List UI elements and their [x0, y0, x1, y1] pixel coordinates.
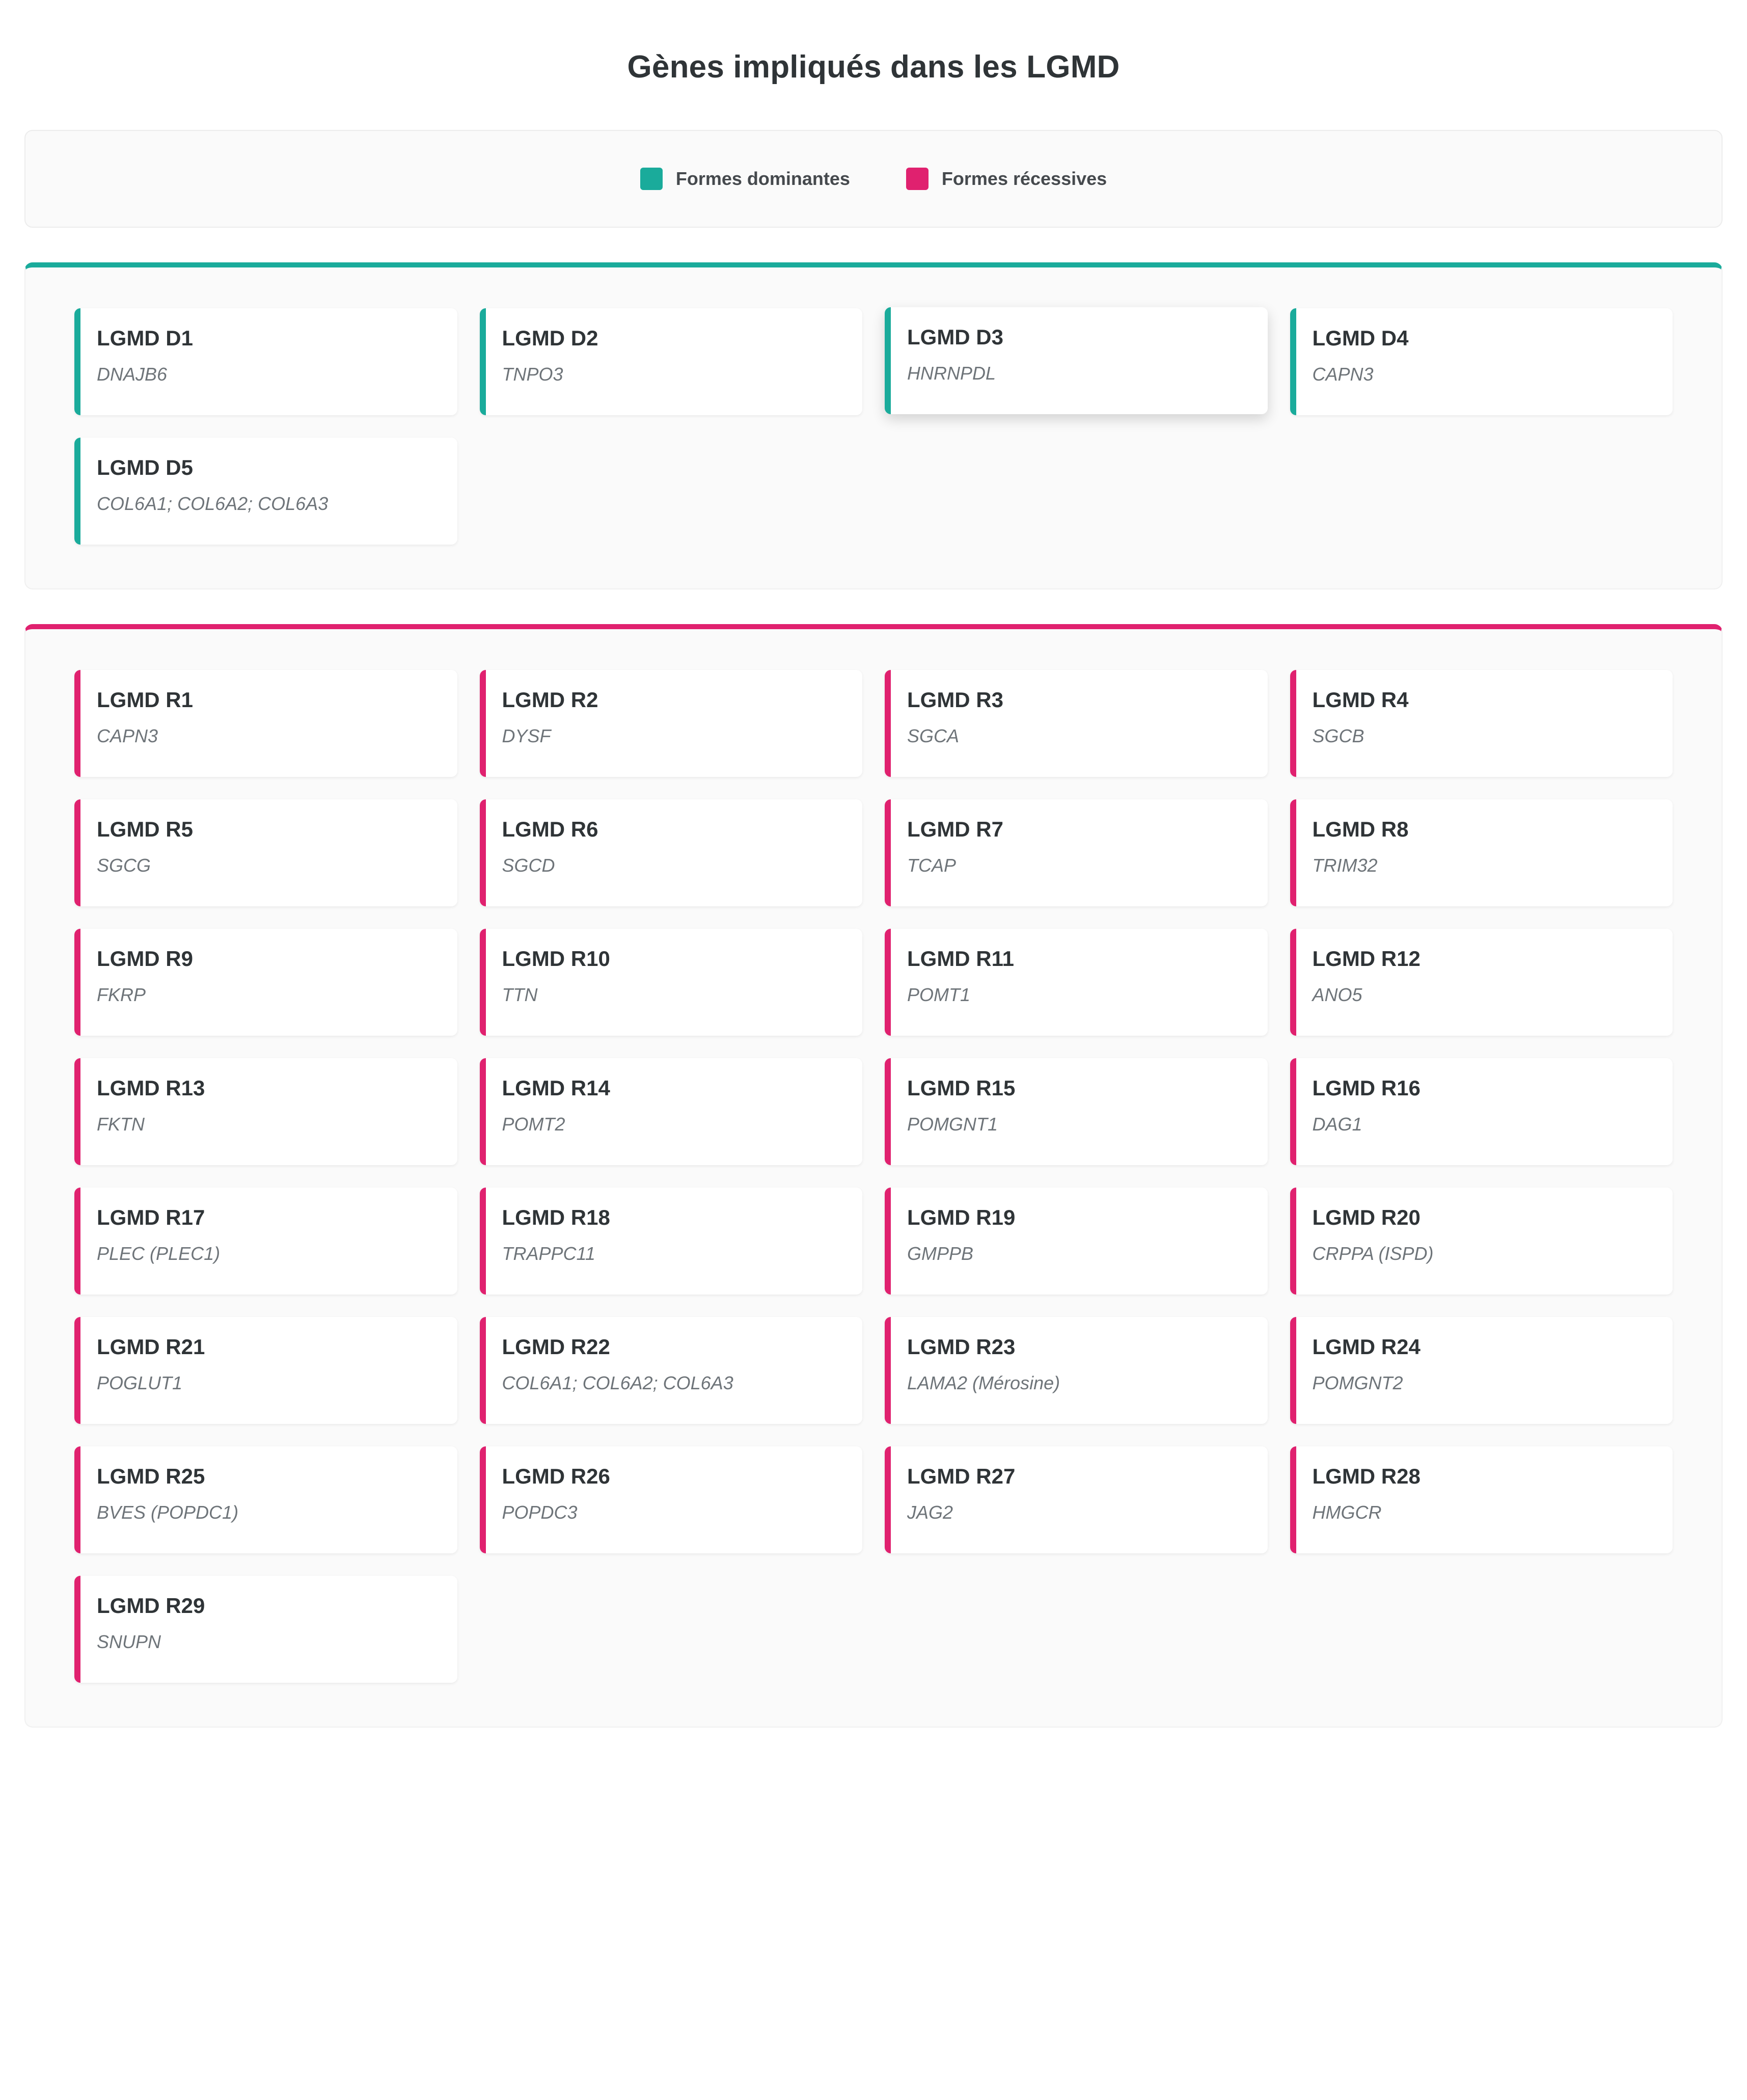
lgmd-card-title: LGMD R8: [1312, 817, 1409, 841]
lgmd-card-gene: POGLUT1: [97, 1372, 183, 1394]
page-root: [0, 49, 1747, 1758]
lgmd-card-title: LGMD R12: [1312, 947, 1421, 971]
lgmd-card-gene: PLEC (PLEC1): [97, 1243, 221, 1264]
card-grid-dominant: [74, 308, 1673, 545]
lgmd-card-title: LGMD R4: [1312, 688, 1409, 712]
lgmd-card-gene: COL6A1; COL6A2; COL6A3: [502, 1372, 733, 1394]
lgmd-card-gene: TTN: [502, 984, 538, 1006]
lgmd-card[interactable]: [885, 929, 1268, 1036]
lgmd-card-title: LGMD D3: [907, 325, 1003, 349]
lgmd-card-title: LGMD R24: [1312, 1335, 1421, 1359]
page-title: Gènes impliqués dans les LGMD: [627, 49, 1120, 85]
card-grid-recessive: [74, 670, 1673, 1683]
lgmd-card-title: LGMD R28: [1312, 1464, 1421, 1488]
section-recessive-forms: [24, 624, 1723, 1728]
lgmd-card-title: LGMD R10: [502, 947, 610, 971]
lgmd-card[interactable]: [885, 670, 1268, 777]
lgmd-card[interactable]: [480, 799, 863, 906]
lgmd-card-title: LGMD R1: [97, 688, 193, 712]
lgmd-card-gene: TNPO3: [502, 364, 563, 385]
lgmd-card-gene: CAPN3: [97, 725, 158, 747]
lgmd-card-gene: DNAJB6: [97, 364, 168, 385]
lgmd-card-title: LGMD R5: [97, 817, 193, 841]
lgmd-card-gene: FKTN: [97, 1114, 145, 1135]
lgmd-card-title: LGMD R2: [502, 688, 598, 712]
lgmd-card[interactable]: [1290, 1188, 1673, 1295]
lgmd-card[interactable]: [1290, 1058, 1673, 1165]
lgmd-card[interactable]: [480, 1446, 863, 1553]
lgmd-card[interactable]: [480, 1317, 863, 1424]
legend-item-recessive: [906, 168, 1107, 190]
lgmd-card-title: LGMD R3: [907, 688, 1003, 712]
lgmd-card-gene: BVES (POPDC1): [97, 1502, 239, 1523]
legend: [24, 130, 1723, 228]
lgmd-card[interactable]: [74, 308, 457, 415]
lgmd-card-gene: LAMA2 (Mérosine): [907, 1372, 1060, 1394]
lgmd-card[interactable]: [74, 1188, 457, 1295]
lgmd-card-title: LGMD R21: [97, 1335, 205, 1359]
lgmd-card-title: LGMD R26: [502, 1464, 610, 1488]
lgmd-card-title: LGMD R27: [907, 1464, 1016, 1488]
lgmd-card-title: LGMD D5: [97, 455, 193, 479]
lgmd-card[interactable]: [74, 799, 457, 906]
lgmd-card-title: LGMD R14: [502, 1076, 610, 1100]
legend-label-dominant: Formes dominantes: [675, 168, 850, 189]
lgmd-card-gene: GMPPB: [907, 1243, 974, 1264]
lgmd-card[interactable]: [885, 1058, 1268, 1165]
lgmd-card-gene: SGCB: [1312, 725, 1364, 747]
lgmd-card[interactable]: [74, 929, 457, 1036]
lgmd-card-title: LGMD R7: [907, 817, 1003, 841]
lgmd-card-title: LGMD R19: [907, 1205, 1016, 1229]
lgmd-card-gene: SGCD: [502, 855, 555, 876]
lgmd-card[interactable]: [1290, 1317, 1673, 1424]
lgmd-card-gene: SNUPN: [97, 1631, 161, 1653]
lgmd-card[interactable]: [74, 1317, 457, 1424]
lgmd-card-title: LGMD R9: [97, 947, 193, 971]
lgmd-card[interactable]: [480, 929, 863, 1036]
lgmd-card[interactable]: [74, 670, 457, 777]
lgmd-card[interactable]: [480, 1058, 863, 1165]
section-dominant-forms: [24, 262, 1723, 589]
lgmd-card-title: LGMD R13: [97, 1076, 205, 1100]
lgmd-card[interactable]: [480, 1188, 863, 1295]
lgmd-card-gene: TRAPPC11: [502, 1243, 595, 1264]
lgmd-card-title: LGMD R11: [907, 947, 1015, 971]
lgmd-card-gene: POPDC3: [502, 1502, 578, 1523]
lgmd-card-gene: POMGNT2: [1312, 1372, 1403, 1394]
lgmd-card-gene: TRIM32: [1312, 855, 1378, 876]
lgmd-card[interactable]: [1290, 1446, 1673, 1553]
lgmd-card-gene: DAG1: [1312, 1114, 1362, 1135]
lgmd-card[interactable]: [885, 799, 1268, 906]
lgmd-card-title: LGMD R29: [97, 1594, 205, 1618]
lgmd-card-title: LGMD R20: [1312, 1205, 1421, 1229]
lgmd-card-title: LGMD R17: [97, 1205, 205, 1229]
lgmd-card-gene: TCAP: [907, 855, 957, 876]
legend-label-recessive: Formes récessives: [941, 168, 1107, 189]
lgmd-card[interactable]: [885, 1188, 1268, 1295]
lgmd-card-gene: DYSF: [502, 725, 551, 747]
lgmd-card[interactable]: [885, 307, 1268, 414]
lgmd-card-gene: CRPPA (ISPD): [1312, 1243, 1434, 1264]
lgmd-card-title: LGMD R15: [907, 1076, 1016, 1100]
lgmd-card-title: LGMD D2: [502, 326, 598, 350]
lgmd-card-gene: POMT1: [907, 984, 971, 1006]
lgmd-card-gene: HNRNPDL: [907, 363, 996, 384]
legend-item-dominant: [640, 168, 850, 190]
lgmd-card-title: LGMD R25: [97, 1464, 205, 1488]
lgmd-card-gene: SGCG: [97, 855, 151, 876]
lgmd-card[interactable]: [885, 1446, 1268, 1553]
lgmd-card-title: LGMD R22: [502, 1335, 610, 1359]
lgmd-card-gene: FKRP: [97, 984, 146, 1006]
lgmd-card-gene: POMGNT1: [907, 1114, 998, 1135]
lgmd-card-gene: JAG2: [907, 1502, 953, 1523]
lgmd-card-title: LGMD R16: [1312, 1076, 1421, 1100]
lgmd-card[interactable]: [1290, 670, 1673, 777]
lgmd-card[interactable]: [74, 438, 457, 545]
lgmd-card-gene: CAPN3: [1312, 364, 1374, 385]
lgmd-card-title: LGMD D1: [97, 326, 193, 350]
lgmd-card-title: LGMD R6: [502, 817, 598, 841]
lgmd-card[interactable]: [74, 1576, 457, 1683]
lgmd-card-gene: COL6A1; COL6A2; COL6A3: [97, 493, 329, 515]
lgmd-card[interactable]: [1290, 308, 1673, 415]
lgmd-card[interactable]: [1290, 799, 1673, 906]
lgmd-card-gene: SGCA: [907, 725, 960, 747]
lgmd-card[interactable]: [885, 1317, 1268, 1424]
lgmd-card[interactable]: [480, 308, 863, 415]
lgmd-card[interactable]: [74, 1446, 457, 1553]
lgmd-card[interactable]: [1290, 929, 1673, 1036]
lgmd-card-title: LGMD R23: [907, 1335, 1016, 1359]
lgmd-card[interactable]: [74, 1058, 457, 1165]
lgmd-card-gene: POMT2: [502, 1114, 565, 1135]
lgmd-card-title: LGMD D4: [1312, 326, 1409, 350]
square-swatch-icon: [640, 168, 663, 190]
lgmd-card[interactable]: [480, 670, 863, 777]
lgmd-card-title: LGMD R18: [502, 1205, 610, 1229]
lgmd-card-gene: HMGCR: [1312, 1502, 1382, 1523]
square-swatch-icon: [906, 168, 929, 190]
lgmd-card-gene: ANO5: [1312, 984, 1362, 1006]
